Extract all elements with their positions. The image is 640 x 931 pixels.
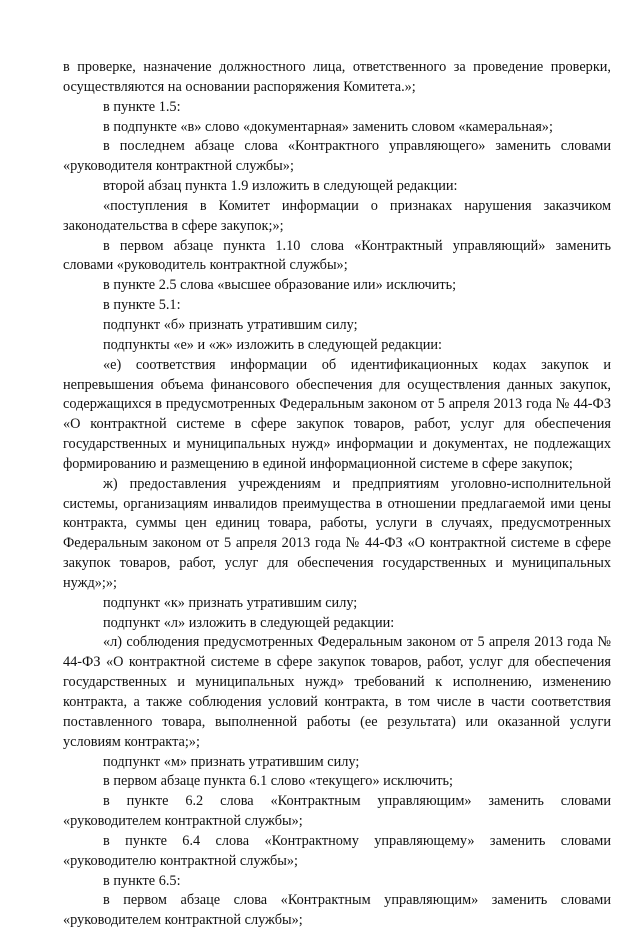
paragraph-13: ж) предоставления учреждениям и предприятиям уголовно-исполнительной системы, организациям инвалидов преимущества в отношении предлагаемой ими цены контракта, суммы цен единиц товара, работы, услуги в случаях, предусмотренных Федеральным законом от 5 апреля 2013 года № 44-ФЗ «О контрактной системе в сфере закупок товаров, работ, услуг для обеспечения государственных и муниципальных нужд»;»;: [63, 475, 611, 591]
paragraph-21: в пункте 6.5:: [103, 872, 181, 889]
paragraph-22: в первом абзаце слова «Контрактным управляющим» заменить словами «руководителем контрактной службы»;: [63, 892, 611, 929]
paragraph-11: подпункты «е» и «ж» изложить в следующей редакции:: [103, 336, 443, 353]
paragraph-7: в первом абзаце пункта 1.10 слова «Контрактный управляющий» заменить словами «руководитель контрактной службы»;: [63, 237, 611, 274]
paragraph-10: подпункт «б» признать утратившим силу;: [103, 316, 358, 333]
paragraph-5: второй абзац пункта 1.9 изложить в следующей редакции:: [103, 178, 458, 195]
paragraph-4: в последнем абзаце слова «Контрактного управляющего» заменить словами «руководителя контрактной службы»;: [63, 138, 611, 175]
paragraph-9: в пункте 5.1:: [103, 297, 181, 314]
paragraph-15: подпункт «л» изложить в следующей редакции:: [103, 614, 395, 631]
paragraph-2: в пункте 1.5:: [103, 98, 181, 115]
paragraph-18: в первом абзаце пункта 6.1 слово «текущего» исключить;: [103, 773, 453, 790]
paragraph-12: «е) соответствия информации об идентификационных кодах закупок и непревышения объема финансового обеспечения для осуществления данных закупок, содержащихся в предусмотренных Федеральным законом от 5 апреля 2013 года № 44-ФЗ «О контрактной системе в сфере закупок товаров, работ, услуг для обеспечения государственных и муниципальных нужд» информации и документах, не подлежащих формированию и размещению в единой информационной системе в сфере закупок;: [63, 356, 611, 472]
paragraph-8: в пункте 2.5 слова «высшее образование или» исключить;: [103, 277, 457, 294]
paragraph-3: в подпункте «в» слово «документарная» заменить словом «камеральная»;: [103, 118, 553, 135]
paragraph-6: «поступления в Комитет информации о признаках нарушения заказчиком законодательства в сфере закупок;»;: [63, 197, 611, 234]
paragraph-19: в пункте 6.2 слова «Контрактным управляющим» заменить словами «руководителем контрактной службы»;: [63, 793, 611, 830]
paragraph-20: в пункте 6.4 слова «Контрактному управляющему» заменить словами «руководителю контрактной службы»;: [63, 832, 611, 869]
document-body: [63, 58, 611, 931]
paragraph-16: «л) соблюдения предусмотренных Федеральным законом от 5 апреля 2013 года № 44-ФЗ «О контрактной системе в сфере закупок товаров, работ, услуг для обеспечения государственных и муниципальных нужд» требований к исполнению, изменению контракта, а также соблюдения условий контракта, в том числе в части соответствия поставленного товара, выполненной работы (ее результата) или оказанной услуги условиям контракта;»;: [63, 634, 611, 750]
paragraph-1: в проверке, назначение должностного лица, ответственного за проведение проверки, осуществляются на основании распоряжения Комитета.»;: [63, 59, 611, 95]
paragraph-14: подпункт «к» признать утратившим силу;: [103, 594, 358, 611]
paragraph-17: подпункт «м» признать утратившим силу;: [103, 753, 360, 770]
